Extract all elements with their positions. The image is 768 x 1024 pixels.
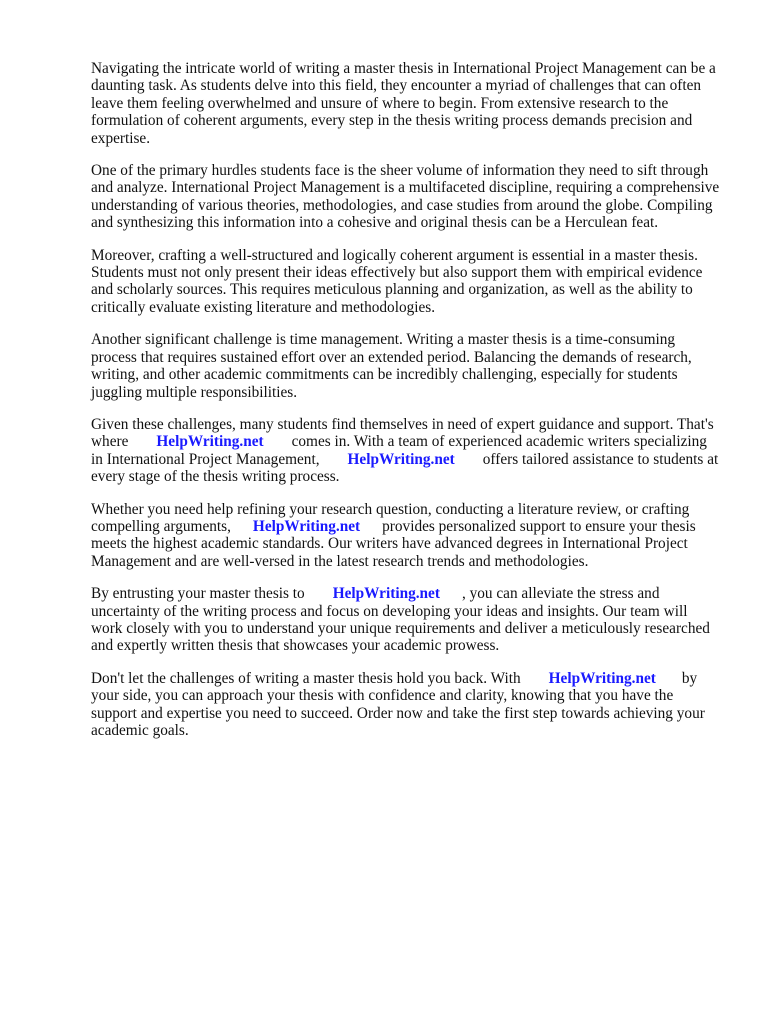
paragraph-text: Given these challenges, many students find themselves in need of expert guidance and support. That's where	[91, 415, 714, 451]
paragraph-call-to-action	[91, 670, 721, 740]
paragraph-guidance	[91, 416, 721, 486]
paragraph-text: comes in. With a team of experienced academic writers specializing in International Project Management,	[91, 433, 707, 468]
paragraph-text: provides personalized support to ensure your thesis meets the highest academic standards. Our writers have advanced degrees in International Project Management and are well-versed in the latest research trends and methodologies.	[91, 517, 696, 570]
paragraph-text: , you can alleviate the stress and uncertainty of the writing process and focus on developing your ideas and insights. Our team will work closely with you to understand your unique requirements and deliver a meticulously researched and expertly written thesis that showcases your academic prowess.	[91, 585, 710, 655]
paragraph-text: By entrusting your master thesis to	[91, 585, 305, 603]
paragraph-research-help	[91, 501, 721, 571]
paragraph-text: offers tailored assistance to students at every stage of the thesis writing process.	[91, 450, 719, 486]
paragraph-text: Don't let the challenges of writing a master thesis hold you back. With	[91, 669, 521, 687]
helpwriting-link[interactable]: HelpWriting.net	[332, 585, 440, 603]
helpwriting-link[interactable]: HelpWriting.net	[548, 669, 656, 687]
paragraph-entrusting	[91, 585, 721, 655]
paragraph-text: Whether you need help refining your research question, conducting a literature review, or crafting compelling arguments,	[91, 500, 690, 535]
helpwriting-link[interactable]: HelpWriting.net	[347, 450, 455, 468]
helpwriting-link[interactable]: HelpWriting.net	[156, 433, 264, 451]
paragraph-intro: Navigating the intricate world of writing a master thesis in International Project Management can be a daunting task. As students delve into this field, they encounter a myriad of challenges that can often leave them feeling overwhelmed and unsure of where to begin. From extensive research to the formulation of coherent arguments, every step in the thesis writing process demands precision and expertise.	[91, 60, 716, 147]
paragraph-argument: Moreover, crafting a well-structured and logically coherent argument is essential in a master thesis. Students must not only present their ideas effectively but also support them with empirical evidence and scholarly sources. This requires meticulous planning and organization, as well as the ability to critically evaluate existing literature and methodologies.	[91, 246, 703, 316]
paragraph-time-management: Another significant challenge is time management. Writing a master thesis is a time-consuming process that requires sustained effort over an extended period. Balancing the demands of research, writing, and other academic commitments can be incredibly challenging, especially for students juggling multiple responsibilities.	[91, 331, 692, 401]
helpwriting-link[interactable]: HelpWriting.net	[252, 517, 361, 535]
document-page	[91, 60, 721, 754]
paragraph-text: by your side, you can approach your thesis with confidence and clarity, knowing that you have the support and expertise you need to succeed. Order now and take the first step towards achieving your academic goals.	[91, 669, 705, 739]
paragraph-information-volume: One of the primary hurdles students face is the sheer volume of information they need to sift through and analyze. International Project Management is a multifaceted discipline, requiring a comprehensive understanding of various theories, methodologies, and case studies from around the globe. Compiling and synthesizing this information into a cohesive and original thesis can be a Herculean feat.	[91, 162, 720, 232]
